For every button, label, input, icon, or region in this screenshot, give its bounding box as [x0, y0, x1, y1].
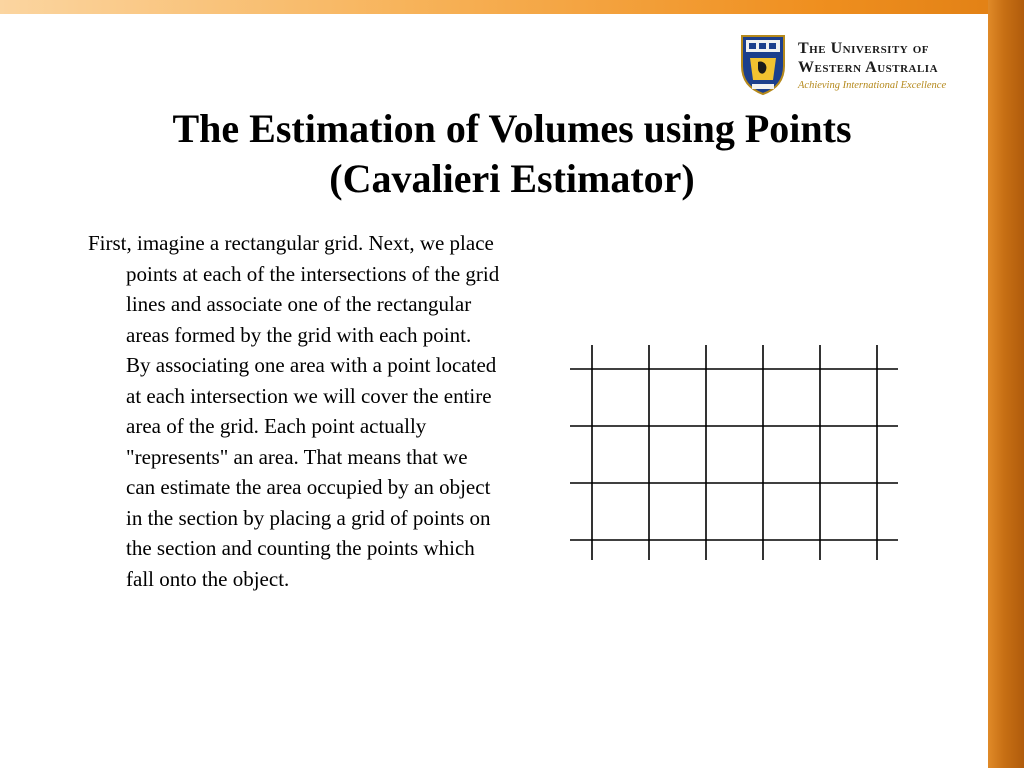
- university-crest-icon: [740, 34, 786, 96]
- slide-title-line1: The Estimation of Volumes using Points: [172, 106, 852, 151]
- slide-title: [60, 104, 964, 204]
- top-decorative-band: [0, 0, 1024, 14]
- university-logo: [740, 34, 956, 98]
- university-name-line2: Western Australia: [798, 59, 939, 76]
- university-name-line1: The University of: [798, 40, 930, 57]
- point-grid-diagram: [565, 340, 905, 565]
- right-decorative-band: [988, 0, 1024, 768]
- body-paragraph: First, imagine a rectangular grid. Next, we place points at each of the intersections of the grid lines and associate one of the rectangular areas formed by the grid with each point. By associating one area with a point located at each intersection we will cover the entire area of the grid. Each point actually "represents" an area. That means that we can estimate the area occupied by an object in the section by placing a grid of points on the section and counting the points which fall onto the object.: [88, 231, 500, 591]
- slide-title-line2: (Cavalieri Estimator): [329, 156, 695, 201]
- university-tagline: Achieving International Excellence: [798, 80, 947, 91]
